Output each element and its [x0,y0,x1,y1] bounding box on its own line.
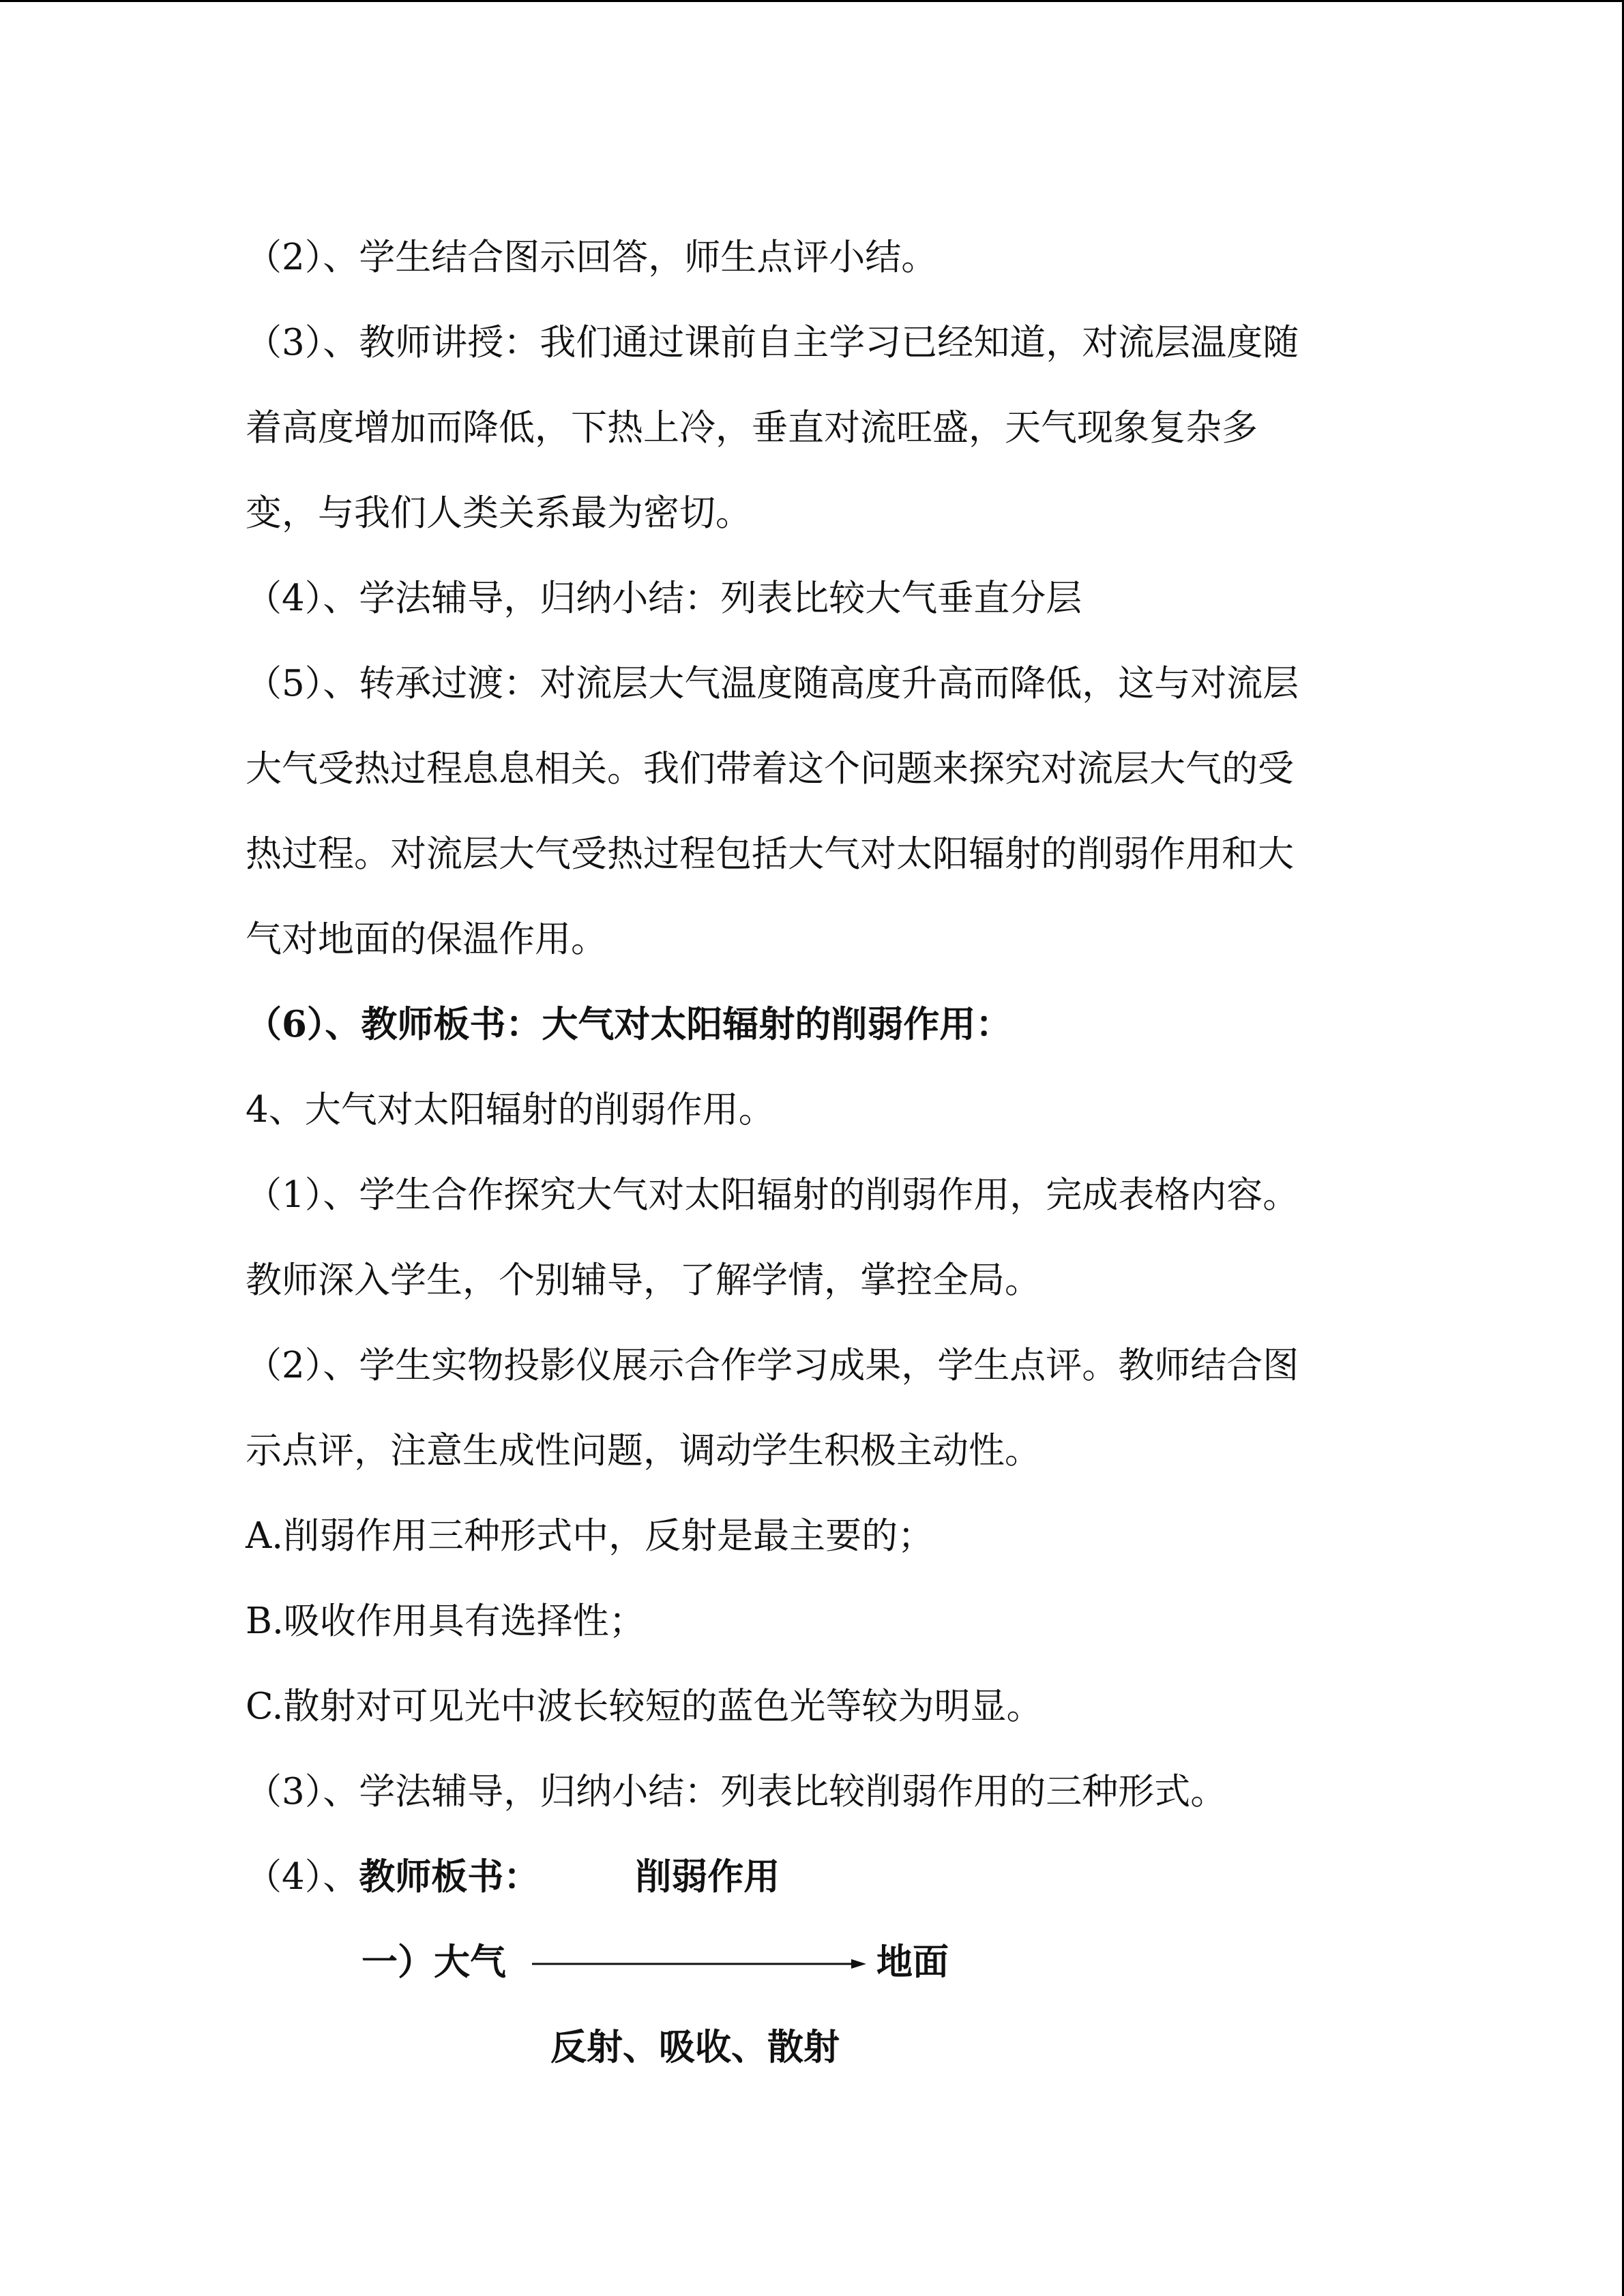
diagram-under-label: 反射、吸收、散射 [550,2026,840,2068]
paragraph-line: 教师深入学生，个别辅导，了解学情，掌控全局。 [246,1259,1041,1301]
paragraph-line: 大气受热过程息息相关。我们带着这个问题来探究对流层大气的受 [246,748,1294,790]
paragraph-line: （1）、学生合作探究大气对太阳辐射的削弱作用，完成表格内容。 [246,1174,1299,1216]
diagram-left-label: 一）大气 [361,1941,506,1983]
paragraph-line: C.散射对可见光中波长较短的蓝色光等较为明显。 [246,1686,1043,1727]
paragraph-line: 气对地面的保温作用。 [246,919,607,960]
paragraph-line: （4）、学法辅导，归纳小结：列表比较大气垂直分层 [246,578,1082,619]
paragraph-line: 变，与我们人类关系最为密切。 [246,492,752,534]
paragraph-line: （2）、学生实物投影仪展示合作学习成果，学生点评。教师结合图 [246,1345,1299,1386]
board-heading-2-label: 教师板书： [359,1855,540,1898]
document-body [246,215,1364,2090]
paragraph-line: 着高度增加而降低，下热上冷，垂直对流旺盛，天气现象复杂多 [246,407,1258,449]
paragraph-line: B.吸收作用具有选择性； [246,1600,645,1642]
paragraph-line: （3）、学法辅导，归纳小结：列表比较削弱作用的三种形式。 [246,1771,1227,1813]
diagram-right-label: 地面 [876,1941,949,1983]
board-heading: （6）、教师板书：大气对太阳辐射的削弱作用： [246,1003,1012,1045]
board-heading-2 [246,1834,1364,1920]
paragraph-line: （3）、教师讲授：我们通过课前自主学习已经知道，对流层温度随 [246,322,1299,363]
paragraph-line: A.削弱作用三种形式中，反射是最主要的； [246,1515,934,1557]
paragraph-line: 热过程。对流层大气受热过程包括大气对太阳辐射的削弱作用和大 [246,833,1294,875]
paragraph-line: 4、大气对太阳辐射的削弱作用。 [246,1089,775,1131]
board-heading-2-title: 削弱作用 [635,1855,780,1898]
board-heading-2-prefix: （4）、 [246,1856,359,1898]
diagram-arrow-row [246,1920,1364,2005]
diagram-under-row [246,2005,1364,2090]
paragraph-line: （2）、学生结合图示回答，师生点评小结。 [246,237,938,278]
paragraph-line: 示点评，注意生成性问题，调动学生积极主动性。 [246,1430,1041,1472]
paragraph-line: （5）、转承过渡：对流层大气温度随高度升高而降低，这与对流层 [246,663,1299,704]
page-border-top [0,0,1624,2]
arrow-right-icon [532,1959,866,1969]
